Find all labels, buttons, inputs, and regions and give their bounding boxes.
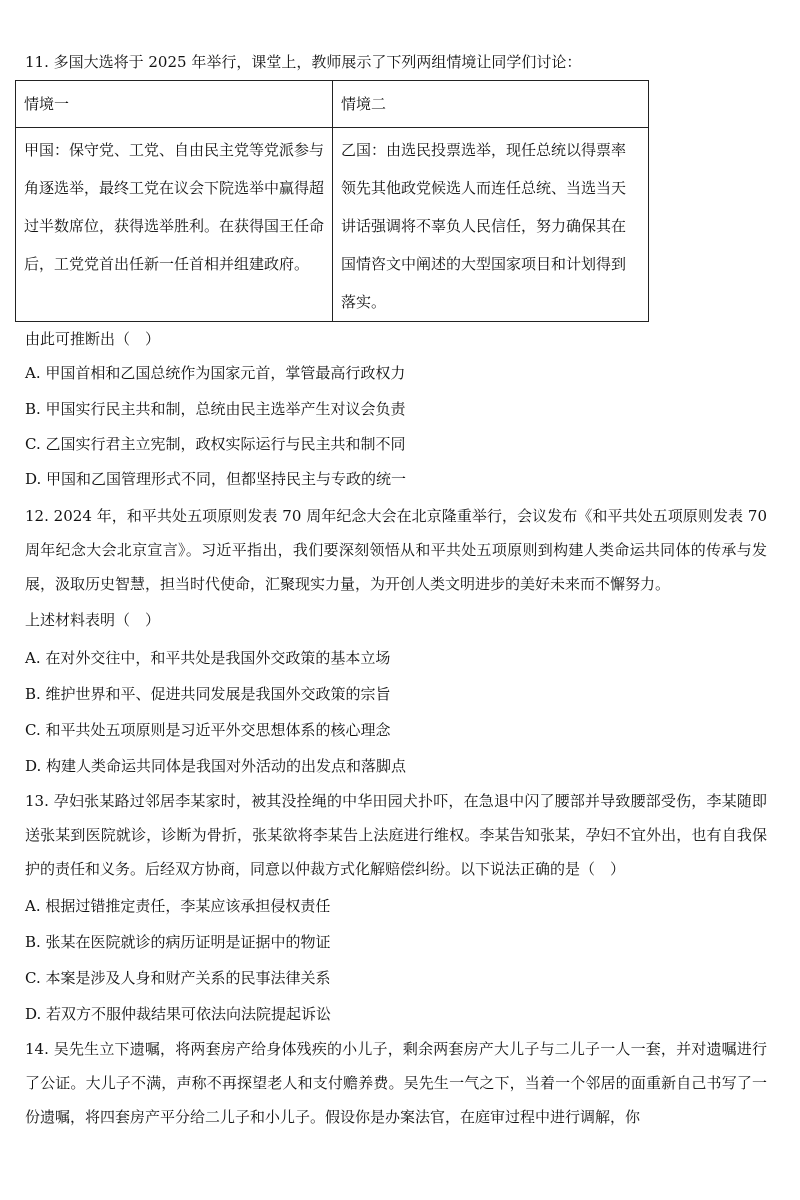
q11-option-b: B. 甲国实行民主共和制，总统由民主选举产生对议会负责 (25, 400, 406, 418)
q13-option-d: D. 若双方不服仲裁结果可依法向法院提起诉讼 (25, 1005, 332, 1023)
q12-option-d: D. 构建人类命运共同体是我国对外活动的出发点和落脚点 (25, 757, 407, 775)
q11-situation-table (15, 80, 649, 322)
q13-option-a: A. 根据过错推定责任，李某应该承担侵权责任 (25, 897, 331, 915)
q11-table-cell-left: 甲国：保守党、工党、自由民主党等党派参与角逐选举，最终工党在议会下院选举中赢得超过半数席位，获得选举胜利。在获得国王任命后，工党党首出任新一任首相并组建政府。 (16, 128, 333, 322)
q12-stem: 12. 2024 年，和平共处五项原则发表 70 周年纪念大会在北京隆重举行，会议发布《和平共处五项原则发表 70 周年纪念大会北京宣言》。习近平指出，我们要深刻领悟从和平共处五项原则到构建人类命运共同体的传承与发展，汲取历史智慧，担当时代使命，汇聚现实力量，为开创人类文明进步的美好未来而不懈努力。 (25, 507, 767, 593)
q11-table-header-left: 情境一 (16, 81, 333, 128)
q11-prompt: 由此可推断出（ ） (25, 330, 161, 348)
q12-prompt: 上述材料表明（ ） (25, 611, 161, 629)
q12-option-a: A. 在对外交往中，和平共处是我国外交政策的基本立场 (25, 649, 391, 667)
q11-stem: 11. 多国大选将于 2025 年举行，课堂上，教师展示了下列两组情境让同学们讨论： (25, 53, 582, 71)
q11-option-c: C. 乙国实行君主立宪制，政权实际运行与民主共和制不同 (25, 435, 406, 453)
q11-option-a: A. 甲国首相和乙国总统作为国家元首，掌管最高行政权力 (25, 364, 406, 382)
q11-table-cell-right: 乙国：由选民投票选举，现任总统以得票率领先其他政党候选人而连任总统、当选当天讲话强调将不辜负人民信任，努力确保其在国情咨文中阐述的大型国家项目和计划得到落实。 (333, 128, 649, 322)
q12-option-b: B. 维护世界和平、促进共同发展是我国外交政策的宗旨 (25, 685, 391, 703)
q13-option-c: C. 本案是涉及人身和财产关系的民事法律关系 (25, 969, 331, 987)
q13-option-b: B. 张某在医院就诊的病历证明是证据中的物证 (25, 933, 331, 951)
q13-stem: 13. 孕妇张某路过邻居李某家时，被其没拴绳的中华田园犬扑吓，在急退中闪了腰部并导致腰部受伤，李某随即送张某到医院就诊，诊断为骨折，张某欲将李某告上法庭进行维权。李某告知张某，孕妇不宜外出，也有自我保护的责任和义务。后经双方协商，同意以仲裁方式化解赔偿纠纷。以下说法正确的是（ ） (25, 792, 767, 878)
q14-stem: 14. 吴先生立下遗嘱，将两套房产给身体残疾的小儿子，剩余两套房产大儿子与二儿子一人一套，并对遗嘱进行了公证。大儿子不满，声称不再探望老人和支付赡养费。吴先生一气之下，当着一个邻居的面重新自己书写了一份遗嘱，将四套房产平分给二儿子和小儿子。假设你是办案法官，在庭审过程中进行调解，你 (25, 1040, 767, 1126)
q11-table-header-right: 情境二 (333, 81, 649, 128)
q11-option-d: D. 甲国和乙国管理形式不同，但都坚持民主与专政的统一 (25, 470, 407, 488)
q12-option-c: C. 和平共处五项原则是习近平外交思想体系的核心理念 (25, 721, 391, 739)
